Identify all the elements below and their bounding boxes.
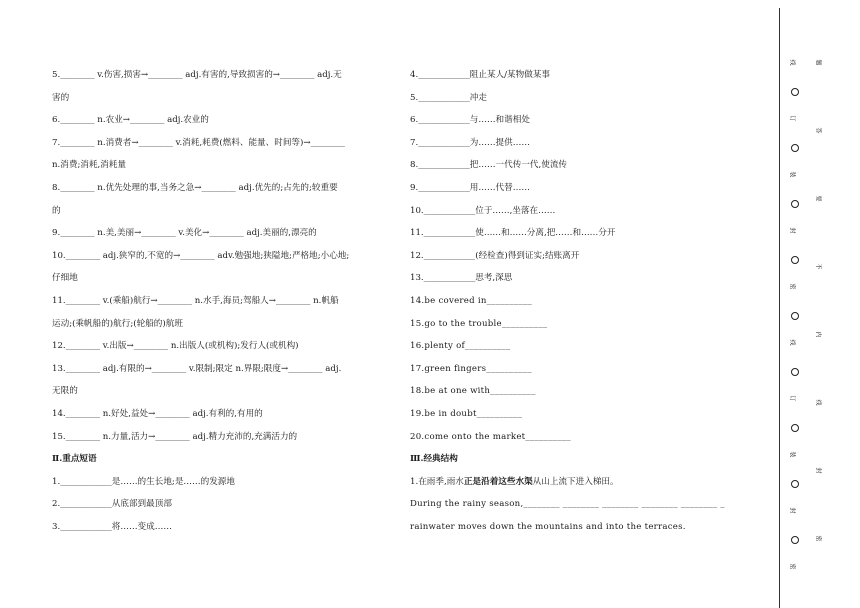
exercise-line: 仔细地: [52, 273, 78, 284]
exercise-line: 3.____________将……变成……: [52, 521, 172, 532]
exercise-line: n.消费;消耗,消耗量: [52, 160, 127, 171]
binding-mark: [786, 478, 826, 492]
exercise-line: 运动;(乘帆船的)航行;(轮船的)航班: [52, 318, 183, 329]
exercise-line: During the rainy season,________ ________ ________ ________ ________ _: [410, 499, 725, 510]
binding-line: [779, 8, 780, 608]
binding-mark: [786, 282, 826, 296]
binding-mark: [786, 506, 826, 520]
binding-mark-text: 订: [788, 115, 796, 122]
exercise-line: 1.____________是……的生长地;是……的发源地: [52, 476, 235, 487]
circle-icon: [791, 424, 799, 432]
binding-mark-text: 线: [788, 339, 796, 346]
binding-label: 题: [814, 59, 822, 66]
binding-mark: [786, 170, 826, 184]
binding-mark: [786, 338, 826, 352]
exercise-line: 5.________ v.伤害,损害→________ adj.有害的,导致损害的→________ adj.无: [52, 70, 342, 80]
exercise-line: 13.____________思考,深思: [410, 273, 513, 284]
exercise-line: rainwater moves down the mountains and into the terraces.: [410, 521, 686, 532]
exercise-line: 10.________ adj.狭窄的,不宽的→________ adv.勉强地;狭隘地;严格地;小心地;: [52, 250, 350, 261]
right-column: [410, 68, 755, 542]
exercise-line: 6.____________与……和谐相处: [410, 115, 530, 126]
exercise-line: 7.____________为……提供……: [410, 137, 530, 148]
exercise-line: 6.________ n.农业→________ adj.农业的: [52, 115, 209, 126]
exercise-line: 15.________ n.力量,活力→________ adj.精力充沛的,充满活力的: [52, 431, 298, 442]
section-heading-structures: Ⅲ.经典结构: [410, 454, 458, 465]
binding-mark: [786, 366, 826, 380]
binding-mark-text: 装: [788, 451, 796, 458]
binding-mark-text: 封: [788, 227, 796, 234]
exercise-line: 12.____________(经检查)得到证实;结账离开: [410, 250, 580, 261]
binding-label: 不: [814, 263, 822, 270]
binding-mark-text: 装: [788, 171, 796, 178]
binding-mark: [786, 562, 826, 576]
exercise-line: 14.be covered in__________: [410, 295, 533, 306]
binding-label: 答: [814, 127, 822, 134]
circle-icon: [791, 368, 799, 376]
binding-label: 密: [814, 535, 822, 542]
exercise-line: 7.________ n.消费者→________ v.消耗,耗费(燃料、能量、时间等)→________: [52, 137, 345, 148]
exercise-line: 5.____________冲走: [410, 92, 487, 103]
exercise-line: 10.____________位于……,坐落在……: [410, 205, 556, 216]
exercise-line: 9.____________用……代替……: [410, 182, 530, 193]
binding-mark-text: 封: [788, 507, 796, 514]
exercise-line: 14.________ n.好处,益处→________ adj.有利的,有用的: [52, 408, 263, 419]
circle-icon: [791, 200, 799, 208]
binding-mark: [786, 422, 826, 436]
binding-label: 内: [814, 331, 822, 338]
binding-mark: [786, 142, 826, 156]
binding-label: 线: [814, 399, 822, 406]
exercise-line: 18.be at one with__________: [410, 386, 536, 397]
circle-icon: [791, 480, 799, 488]
exercise-line: 害的: [52, 92, 70, 103]
binding-mark-text: 订: [788, 395, 796, 402]
exercise-line: 11.________ v.(乘船)航行→________ n.水手,海员;驾船人→________ n.帆船: [52, 295, 339, 306]
exercise-line: 16.plenty of__________: [410, 341, 511, 352]
binding-mark: [786, 86, 826, 100]
emphasis-text: 正是沿着这些水渠: [463, 476, 533, 487]
circle-icon: [791, 256, 799, 264]
exercise-line: 无限的: [52, 386, 78, 397]
exercise-line: 2.____________从底部到最顶部: [52, 499, 172, 510]
binding-mark-text: 密: [788, 283, 796, 290]
exercise-line: 8.________ n.优先处理的事,当务之急→________ adj.优先的;占先的;较重要: [52, 182, 338, 193]
binding-mark: [786, 450, 826, 464]
binding-mark: [786, 226, 826, 240]
binding-mark-text: 线: [788, 59, 796, 66]
exercise-line: 1.在雨季,雨水正是沿着这些水渠从山上流下进入梯田。: [410, 476, 619, 487]
circle-icon: [791, 312, 799, 320]
binding-mark: [786, 114, 826, 128]
exercise-line: 4.____________阻止某人/某物做某事: [410, 70, 551, 80]
binding-label: 封: [814, 467, 822, 474]
exercise-line: 17.green fingers__________: [410, 363, 532, 374]
exercise-line: 的: [52, 205, 61, 216]
exercise-line: 11.____________使……和……分离,把……和……分开: [410, 228, 616, 239]
exercise-line: 8.____________把……一代传一代,使流传: [410, 160, 568, 171]
exercise-line: 19.be in doubt__________: [410, 408, 523, 419]
circle-icon: [791, 144, 799, 152]
exercise-line: 20.come onto the market__________: [410, 431, 571, 442]
exercise-line: 12.________ v.出版→________ n.出版人(或机构);发行人(或机构): [52, 341, 299, 352]
circle-icon: [791, 88, 799, 96]
binding-mark: [786, 310, 826, 324]
exercise-line: 15.go to the trouble__________: [410, 318, 548, 329]
binding-label: 要: [814, 195, 822, 202]
section-heading-phrases: Ⅱ.重点短语: [52, 454, 97, 465]
binding-mark-text: 密: [788, 563, 796, 570]
left-column: [52, 68, 392, 542]
circle-icon: [791, 536, 799, 544]
exercise-line: 13.________ adj.有限的→________ v.限制;限定 n.界限;限度→________ adj.: [52, 363, 342, 374]
exercise-line: 9.________ n.美,美丽→________ v.美化→________ adj.美丽的,漂亮的: [52, 228, 317, 239]
